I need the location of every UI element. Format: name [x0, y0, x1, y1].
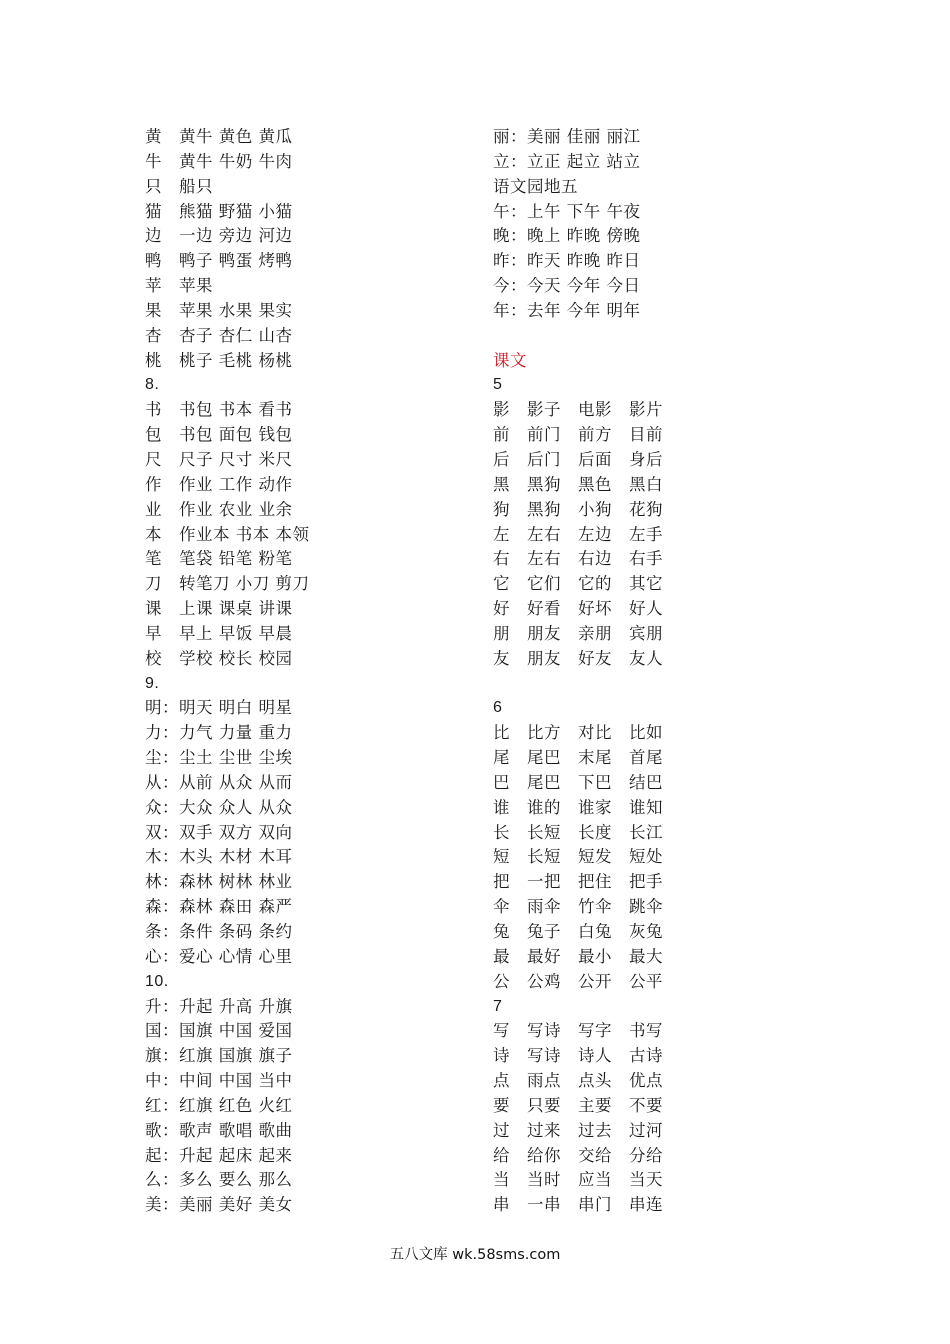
vocab-line: 课 上课 课桌 讲课	[145, 599, 293, 619]
vocab-line: 歌：歌声 歌唱 歌曲	[145, 1120, 293, 1140]
vocab-line: 狗 黑狗 小狗 花狗	[493, 499, 663, 519]
vocab-line: 写 写诗 写字 书写	[493, 1021, 663, 1041]
vocab-line: 杏 杏子 杏仁 山杏	[145, 325, 293, 345]
vocab-line: 尺 尺子 尺寸 米尺	[145, 449, 293, 469]
vocab-line: 伞 雨伞 竹伞 跳伞	[493, 897, 663, 917]
section-number: 6	[493, 699, 503, 717]
vocab-line: 它 它们 它的 其它	[493, 574, 663, 594]
vocab-line: 鸭 鸭子 鸭蛋 烤鸭	[145, 251, 293, 271]
vocab-line: 长 长短 长度 长江	[493, 822, 663, 842]
vocab-line: 作 作业 工作 动作	[145, 474, 293, 494]
vocab-line: 牛 黄牛 牛奶 牛肉	[145, 151, 293, 171]
section-number: 10.	[145, 972, 169, 990]
vocab-line: 早 早上 早饭 早晨	[145, 623, 293, 643]
vocab-line: 双：双手 双方 双向	[145, 822, 293, 842]
vocab-line: 兔 兔子 白兔 灰兔	[493, 922, 663, 941]
vocab-line: 黑 黑狗 黑色 黑白	[493, 474, 663, 494]
vocab-line: 晚：晚上 昨晚 傍晚	[493, 226, 641, 246]
vocab-line: 巴 尾巴 下巴 结巴	[493, 772, 663, 792]
vocab-line: 包 书包 面包 钱包	[145, 425, 293, 445]
right-column	[493, 125, 823, 1218]
vocab-line: 只 船只	[145, 176, 213, 196]
vocab-line: 桃 桃子 毛桃 杨桃	[145, 350, 293, 370]
vocab-line: 苹 苹果	[145, 276, 213, 296]
vocab-line: 么：多么 要么 那么	[145, 1170, 293, 1190]
vocab-line: 串 一串 串门 串连	[493, 1195, 663, 1215]
section-heading: 课文	[493, 350, 527, 370]
vocab-line: 红：红旗 红色 火红	[145, 1095, 293, 1115]
vocab-line: 业 作业 农业 业余	[145, 499, 293, 519]
vocab-line: 公 公鸡 公开 公平	[493, 971, 663, 991]
vocab-line: 年：去年 今年 明年	[493, 300, 641, 320]
vocab-line: 果 苹果 水果 果实	[145, 300, 293, 320]
blank-line	[493, 672, 823, 697]
vocab-line: 猫 熊猫 野猫 小猫	[145, 201, 293, 221]
vocab-line: 书 书包 书本 看书	[145, 400, 293, 420]
vocab-line: 昨：昨天 昨晚 昨日	[493, 251, 641, 271]
vocab-line: 朋 朋友 亲朋 宾朋	[493, 623, 663, 643]
vocab-line: 午：上午 下午 午夜	[493, 201, 641, 221]
blank-line	[493, 324, 823, 349]
vocab-line: 影 影子 电影 影片	[493, 400, 663, 420]
section-number: 5	[493, 376, 503, 394]
vocab-line: 明：明天 明白 明星	[145, 698, 293, 718]
vocab-line: 左 左右 左边 左手	[493, 524, 663, 544]
vocab-line: 要 只要 主要 不要	[493, 1095, 663, 1115]
vocab-line: 前 前门 前方 目前	[493, 425, 663, 445]
section-number: 8.	[145, 376, 160, 394]
vocab-line: 旗：红旗 国旗 旗子	[145, 1046, 293, 1066]
vocab-line: 本 作业本 书本 本领	[145, 524, 310, 544]
vocab-line: 过 过来 过去 过河	[493, 1120, 663, 1140]
vocab-line: 条：条件 条码 条约	[145, 922, 293, 941]
vocab-line: 立：立正 起立 站立	[493, 151, 641, 171]
vocab-line: 当 当时 应当 当天	[493, 1170, 663, 1190]
vocab-line: 语文园地五	[493, 176, 578, 196]
vocab-line: 力：力气 力量 重力	[145, 723, 293, 743]
vocab-line: 右 左右 右边 右手	[493, 549, 663, 569]
vocab-line: 木：木头 木材 木耳	[145, 847, 293, 867]
vocab-line: 升：升起 升高 升旗	[145, 996, 293, 1016]
vocab-line: 中：中间 中国 当中	[145, 1071, 293, 1091]
vocab-line: 今：今天 今年 今日	[493, 276, 641, 296]
vocab-line: 好 好看 好坏 好人	[493, 599, 663, 619]
vocab-line: 边 一边 旁边 河边	[145, 226, 293, 246]
vocab-line: 众：大众 众人 从众	[145, 797, 293, 817]
vocab-line: 尘：尘土 尘世 尘埃	[145, 748, 293, 768]
vocab-line: 起：升起 起床 起来	[145, 1145, 293, 1165]
vocab-line: 从：从前 从众 从而	[145, 772, 293, 792]
vocab-line: 谁 谁的 谁家 谁知	[493, 797, 663, 817]
vocab-line: 森：森林 森田 森严	[145, 897, 293, 917]
vocab-line: 美：美丽 美好 美女	[145, 1195, 293, 1215]
vocab-line: 诗 写诗 诗人 古诗	[493, 1046, 663, 1066]
vocab-line: 心：爱心 心情 心里	[145, 946, 293, 966]
vocab-line: 友 朋友 好友 友人	[493, 648, 663, 668]
vocab-line: 把 一把 把住 把手	[493, 872, 663, 892]
vocab-line: 后 后门 后面 身后	[493, 449, 663, 469]
section-number: 9.	[145, 674, 160, 692]
vocab-line: 国：国旗 中国 爱国	[145, 1021, 293, 1041]
vocab-line: 点 雨点 点头 优点	[493, 1071, 663, 1091]
vocab-line: 丽：美丽 佳丽 丽江	[493, 127, 641, 146]
vocab-line: 笔 笔袋 铅笔 粉笔	[145, 549, 293, 569]
vocab-line: 刀 转笔刀 小刀 剪刀	[145, 574, 310, 594]
section-number: 7	[493, 997, 503, 1015]
vocab-line: 校 学校 校长 校园	[145, 648, 293, 668]
vocab-line: 最 最好 最小 最大	[493, 946, 663, 966]
vocab-line: 林：森林 树林 林业	[145, 872, 293, 892]
left-column	[145, 125, 475, 1218]
footer-watermark: 五八文库 wk.58sms.com	[389, 1247, 561, 1263]
vocab-line: 短 长短 短发 短处	[493, 847, 663, 867]
vocab-line: 比 比方 对比 比如	[493, 723, 663, 743]
vocab-line: 给 给你 交给 分给	[493, 1145, 663, 1165]
vocab-line: 黄 黄牛 黄色 黄瓜	[145, 127, 293, 146]
vocab-line: 尾 尾巴 末尾 首尾	[493, 748, 663, 768]
